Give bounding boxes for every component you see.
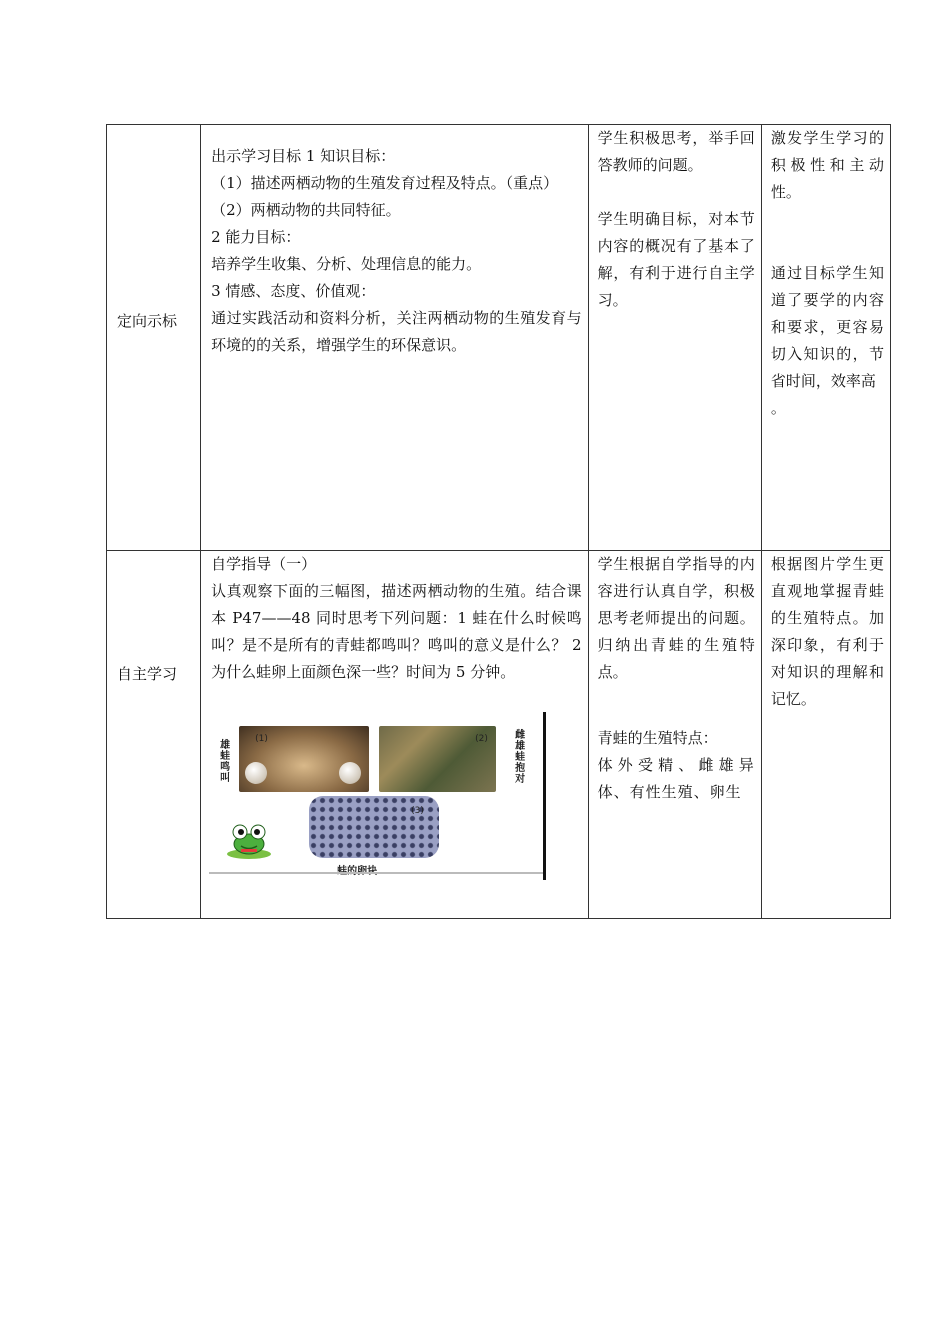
content-text: 认真观察下面的三幅图，描述两栖动物的生殖。结合课本 P47——48 同时思考下列问题：1 蛙在什么时候鸣叫？是不是所有的青蛙都鸣叫？鸣叫的意义是什么？ 2 为什么蛙卵上面颜色深一些？时间为 5 分钟。 [211, 582, 582, 681]
design-intent-cell [761, 551, 890, 919]
student-paragraph: 青蛙的生殖特点： [597, 729, 718, 747]
student-activity-cell [588, 125, 761, 551]
table-row [107, 551, 891, 919]
content-line: 3 情感、态度、价值观： [211, 282, 376, 300]
intent-paragraph: 激发学生学习的积极性和主动性。 [770, 129, 884, 201]
frog-reproduction-figure [209, 712, 549, 880]
lesson-plan-table [106, 124, 891, 919]
content-title: 自学指导（一） [211, 555, 317, 573]
content-cell [201, 551, 588, 919]
content-line: 通过实践活动和资料分析，关注两栖动物的生殖发育与环境的的关系，增强学生的环保意识。 [211, 309, 582, 354]
content-line: 培养学生收集、分析、处理信息的能力。 [211, 255, 482, 273]
intent-paragraph: 根据图片学生更直观地掌握青蛙的生殖特点。加深印象，有利于对知识的理解和记忆。 [770, 555, 884, 708]
left-vertical-label: 雄蛙鸣叫 [220, 740, 231, 784]
content-line: （2）两栖动物的共同特征。 [211, 201, 401, 219]
student-paragraph: 体外受精、雌雄异体、有性生殖、卵生 [597, 756, 755, 801]
table-row [107, 125, 891, 551]
content-line: 出示学习目标 1 知识目标： [211, 147, 396, 165]
student-paragraph: 学生积极思考，举手回答教师的问题。 [597, 129, 755, 174]
content-line: （1）描述两栖动物的生殖发育过程及特点。（重点） [211, 174, 559, 192]
intent-paragraph: 。 [770, 399, 786, 417]
marker-label: (2) [475, 734, 488, 744]
content-line: 2 能力目标： [211, 228, 301, 246]
marker-label: (3) [411, 806, 424, 816]
intent-paragraph: 通过目标学生知道了要学的内容和要求，更容易切入知识的，节省时间，效率高 [770, 264, 884, 390]
right-vertical-label: 雌雄蛙抱对 [515, 730, 526, 785]
student-paragraph: 学生根据自学指导的内容进行认真自学，积极思考老师提出的问题。归纳出青蛙的生殖特点。 [597, 555, 755, 681]
row-label: 定向示标 [117, 312, 178, 330]
row-label-cell [107, 125, 201, 551]
design-intent-cell [761, 125, 890, 551]
row-label: 自主学习 [117, 665, 178, 683]
student-activity-cell [588, 551, 761, 919]
marker-label: (1) [255, 734, 268, 744]
student-paragraph: 学生明确目标，对本节内容的概况有了基本了解，有利于进行自主学习。 [597, 210, 755, 309]
cartoon-frog-icon [221, 820, 277, 860]
row-label-cell [107, 551, 201, 919]
content-cell [201, 125, 588, 551]
